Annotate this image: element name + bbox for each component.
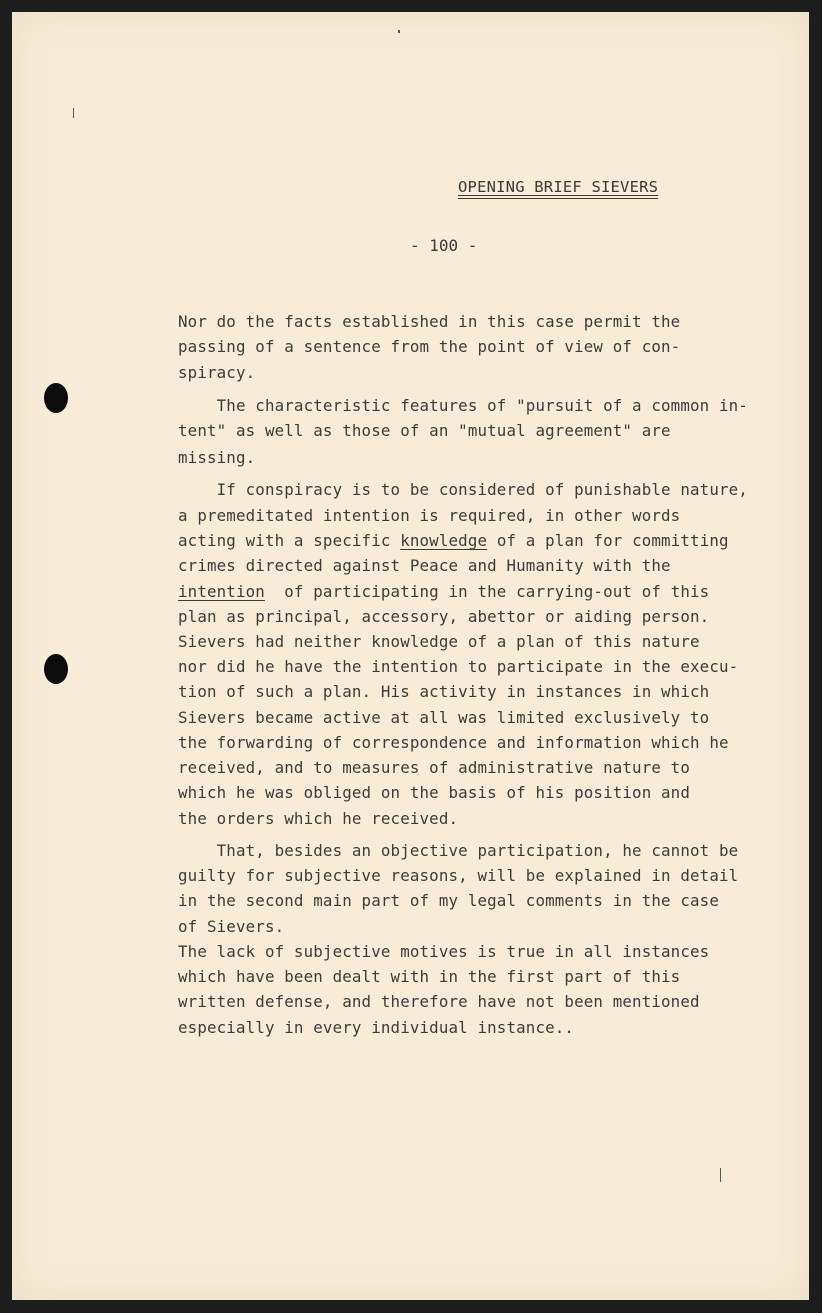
text-line: the orders which he received.	[178, 809, 459, 828]
text-line: spiracy.	[178, 363, 256, 382]
text-run: of participating in the carrying-out of this	[264, 582, 710, 601]
text-line: of Sievers.	[178, 917, 285, 936]
text-line: plan as principal, accessory, abettor or aiding person.	[178, 607, 710, 626]
text-run: of a plan for committing	[487, 531, 729, 550]
text-line: which he was obliged on the basis of his position and	[178, 783, 691, 802]
text-line: missing.	[178, 448, 256, 467]
margin-mark	[720, 1168, 721, 1182]
text-line: received, and to measures of administrative nature to	[178, 758, 691, 777]
underlined-word: intention	[178, 582, 265, 601]
text-line: in the second main part of my legal comments in the case	[178, 891, 719, 910]
text-line: If conspiracy is to be considered of punishable nature,	[178, 480, 748, 499]
text-line	[178, 531, 729, 550]
text-line: tion of such a plan. His activity in instances in which	[178, 682, 710, 701]
text-line: the forwarding of correspondence and information which he	[178, 733, 729, 752]
text-line: crimes directed against Peace and Humanity with the	[178, 556, 671, 575]
text-line: The characteristic features of "pursuit of a common in-	[178, 396, 748, 415]
text-line: written defense, and therefore have not been mentioned	[178, 992, 700, 1011]
text-line: guilty for subjective reasons, will be explained in detail	[178, 866, 739, 885]
text-line: which have been dealt with in the first part of this	[178, 967, 681, 986]
document-heading: OPENING BRIEF SIEVERS	[458, 178, 659, 196]
margin-mark	[73, 108, 74, 118]
margin-mark	[398, 30, 400, 33]
text-line: That, besides an objective participation, he cannot be	[178, 841, 739, 860]
text-line: nor did he have the intention to participate in the execu-	[178, 657, 739, 676]
text-line: a premeditated intention is required, in other words	[178, 506, 681, 525]
text-line: The lack of subjective motives is true in all instances	[178, 942, 710, 961]
text-line: especially in every individual instance..	[178, 1018, 575, 1037]
punch-hole-bottom	[44, 654, 68, 684]
text-line: Nor do the facts established in this case permit the	[178, 312, 681, 331]
text-line: Sievers became active at all was limited exclusively to	[178, 708, 710, 727]
text-line: passing of a sentence from the point of view of con-	[178, 337, 681, 356]
text-line	[178, 582, 709, 601]
text-run: acting with a specific	[178, 531, 401, 550]
page-number: - 100 -	[410, 236, 478, 255]
text-line: Sievers had neither knowledge of a plan of this nature	[178, 632, 700, 651]
punch-hole-top	[44, 383, 68, 413]
underlined-word: knowledge	[400, 531, 488, 550]
document-page	[12, 12, 809, 1300]
text-line: tent" as well as those of an "mutual agreement" are	[178, 421, 671, 440]
